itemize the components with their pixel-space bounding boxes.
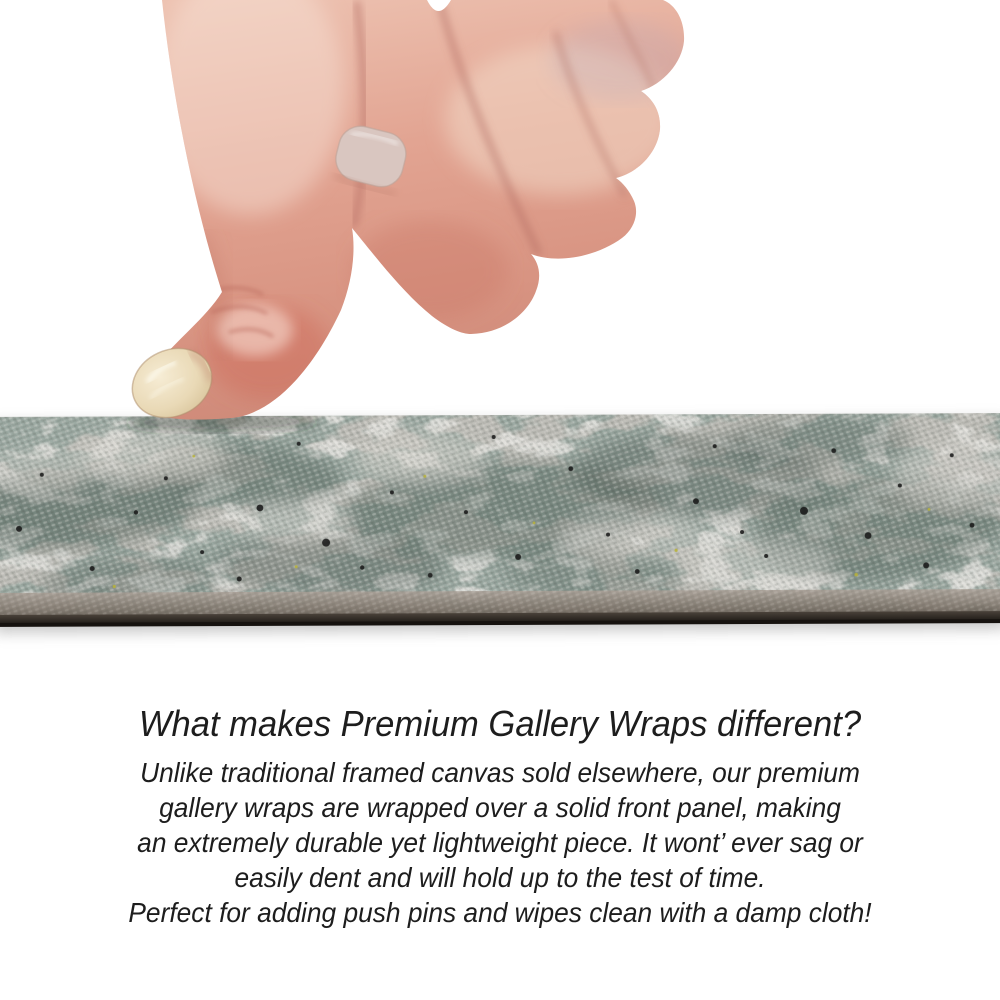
- canvas-wrap-edge: [0, 413, 1000, 627]
- marketing-copy: [0, 701, 1000, 930]
- copy-line-2: gallery wraps are wrapped over a solid front panel, making: [159, 792, 841, 823]
- copy-line-1: Unlike traditional framed canvas sold elsewhere, our premium: [140, 757, 860, 788]
- copy-line-4: easily dent and will hold up to the test of time.: [234, 862, 766, 893]
- copy-line-3: an extremely durable yet lightweight piece. It wont’ ever sag or: [137, 827, 863, 858]
- canvas-fold-edge: [0, 589, 1000, 627]
- hand-photo: [0, 0, 1000, 432]
- copy-heading: What makes Premium Gallery Wraps different?: [138, 703, 862, 744]
- canvas-texture: [0, 413, 1000, 627]
- copy-line-5: Perfect for adding push pins and wipes clean with a damp cloth!: [128, 897, 872, 928]
